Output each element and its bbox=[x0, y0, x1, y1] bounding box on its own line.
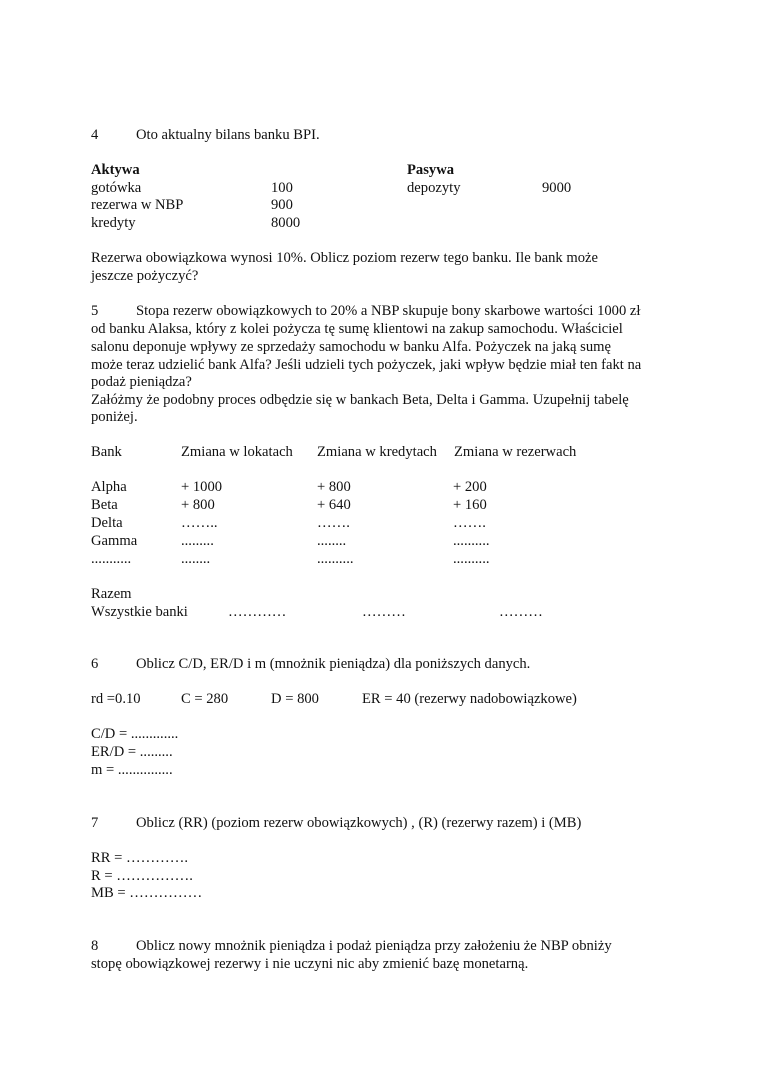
aktywa-label: rezerwa w NBP bbox=[91, 197, 184, 213]
table-cell: Gamma bbox=[91, 533, 138, 549]
table-cell: .......... bbox=[317, 551, 354, 567]
table-cell: + 200 bbox=[453, 479, 487, 495]
aktywa-value: 8000 bbox=[271, 215, 301, 231]
q5-text-line: poniżej. bbox=[91, 409, 138, 425]
table-cell: ........ bbox=[317, 533, 347, 549]
table-cell: + 160 bbox=[453, 497, 487, 513]
q6-data: C = 280 bbox=[181, 691, 229, 707]
wszystkie-banki-label: Wszystkie banki bbox=[91, 604, 188, 620]
q5-text-line: Stopa rezerw obowiązkowych to 20% a NBP skupuje bony skarbowe wartości 1000 zł bbox=[136, 303, 641, 319]
table-cell: + 640 bbox=[317, 497, 351, 513]
table-header: Bank bbox=[91, 444, 122, 460]
table-cell: ……. bbox=[453, 515, 486, 531]
table-cell: + 800 bbox=[317, 479, 351, 495]
q6-data: ER = 40 (rezerwy nadobowiązkowe) bbox=[362, 691, 577, 707]
aktywa-label: kredyty bbox=[91, 215, 136, 231]
total-blank: ………… bbox=[228, 604, 287, 620]
q6-answer: ER/D = ......... bbox=[91, 744, 173, 760]
q6-answer: m = ............... bbox=[91, 762, 173, 778]
table-header: Zmiana w kredytach bbox=[317, 444, 437, 460]
table-cell: ........ bbox=[181, 551, 211, 567]
table-cell: ........... bbox=[91, 551, 132, 567]
q5-text-line: od banku Alaksa, który z kolei pożycza tę sumę klientowi na zakup samochodu. Właściciel bbox=[91, 321, 623, 337]
table-cell: Delta bbox=[91, 515, 123, 531]
table-header: Zmiana w rezerwach bbox=[454, 444, 577, 460]
q4-text-line: jeszcze pożyczyć? bbox=[91, 268, 199, 284]
aktywa-label: gotówka bbox=[91, 180, 142, 196]
table-header: Zmiana w lokatach bbox=[181, 444, 293, 460]
total-blank: ……… bbox=[362, 604, 406, 620]
q8-number: 8 bbox=[91, 938, 99, 954]
q6-number: 6 bbox=[91, 656, 99, 672]
q8-text-line: stopę obowiązkowej rezerwy i nie uczyni nic aby zmienić bazę monetarną. bbox=[91, 956, 529, 972]
q7-number: 7 bbox=[91, 815, 99, 831]
q5-text-line: może teraz udzielić bank Alfa? Jeśli udzieli tych pożyczek, jaki wpływ będzie miał ten fakt na bbox=[91, 357, 642, 373]
table-cell: .......... bbox=[453, 533, 490, 549]
q5-text-line: salonu deponuje wpływy ze sprzedaży samochodu w banku Alfa. Pożyczek na jaką sumę bbox=[91, 339, 611, 355]
total-blank: ……… bbox=[499, 604, 543, 620]
q6-title: Oblicz C/D, ER/D i m (mnożnik pieniądza) dla poniższych danych. bbox=[136, 656, 531, 672]
table-cell: .......... bbox=[453, 551, 490, 567]
pasywa-header: Pasywa bbox=[407, 162, 455, 178]
table-cell: ......... bbox=[181, 533, 214, 549]
q7-title: Oblicz (RR) (poziom rezerw obowiązkowych) , (R) (rezerwy razem) i (MB) bbox=[136, 815, 582, 831]
table-cell: + 1000 bbox=[181, 479, 223, 495]
q5-text-line: podaż pieniądza? bbox=[91, 374, 192, 390]
razem-label: Razem bbox=[91, 586, 132, 602]
table-cell: + 800 bbox=[181, 497, 215, 513]
q7-answer: RR = …………. bbox=[91, 850, 189, 866]
q4-text-line: Rezerwa obowiązkowa wynosi 10%. Oblicz poziom rezerw tego banku. Ile bank może bbox=[91, 250, 598, 266]
aktywa-value: 100 bbox=[271, 180, 293, 196]
aktywa-value: 900 bbox=[271, 197, 293, 213]
q4-title: Oto aktualny bilans banku BPI. bbox=[136, 127, 320, 143]
table-cell: ……. bbox=[317, 515, 350, 531]
pasywa-value: 9000 bbox=[542, 180, 572, 196]
q6-answer: C/D = ............. bbox=[91, 726, 179, 742]
pasywa-label: depozyty bbox=[407, 180, 461, 196]
table-cell: Alpha bbox=[91, 479, 127, 495]
q6-data: rd =0.10 bbox=[91, 691, 141, 707]
q8-text-line: Oblicz nowy mnożnik pieniądza i podaż pieniądza przy założeniu że NBP obniży bbox=[136, 938, 612, 954]
q5-text-line: Załóżmy że podobny proces odbędzie się w bankach Beta, Delta i Gamma. Uzupełnij tabelę bbox=[91, 392, 629, 408]
q6-data: D = 800 bbox=[271, 691, 319, 707]
q5-number: 5 bbox=[91, 303, 99, 319]
q4-number: 4 bbox=[91, 127, 99, 143]
aktywa-header: Aktywa bbox=[91, 162, 140, 178]
table-cell: …….. bbox=[181, 515, 218, 531]
q7-answer: R = ……………. bbox=[91, 868, 193, 884]
table-cell: Beta bbox=[91, 497, 118, 513]
q7-answer: MB = …………… bbox=[91, 885, 203, 901]
